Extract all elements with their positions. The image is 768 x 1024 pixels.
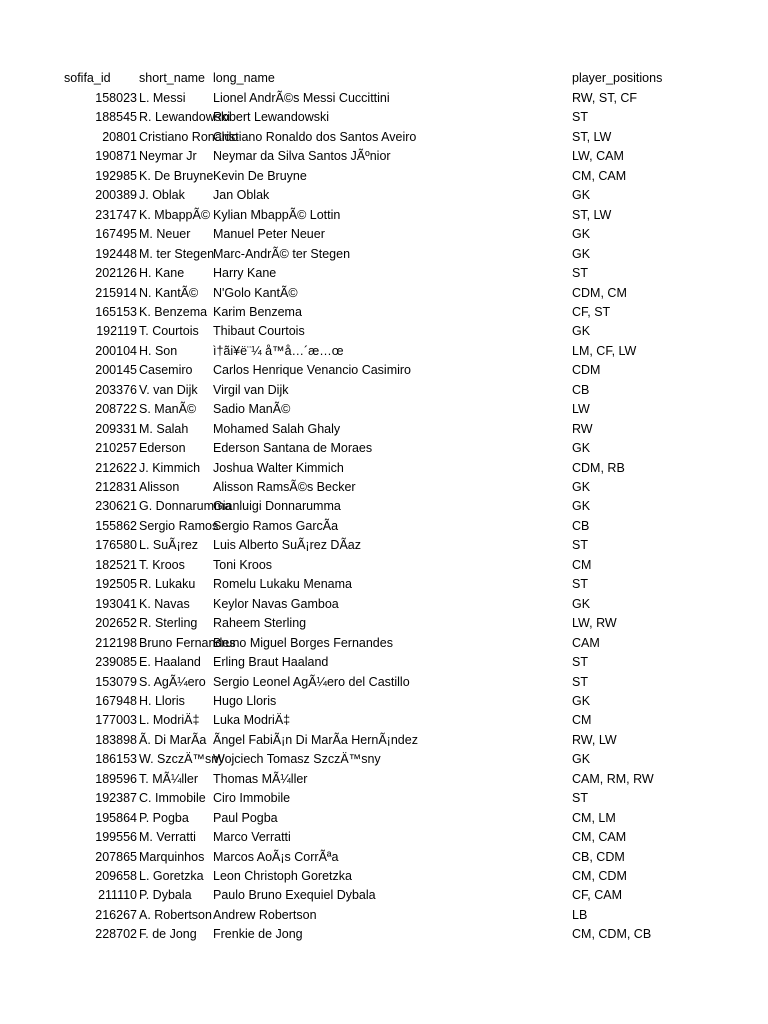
cell-long-name: Cristiano Ronaldo dos Santos Aveiro [213, 129, 417, 144]
cell-player-positions: ST [572, 655, 588, 670]
cell-sofifa-id: 210257 [95, 441, 137, 456]
cell-short-name: M. Salah [139, 421, 189, 436]
cell-long-name: Hugo Lloris [213, 693, 277, 708]
cell-sofifa-id: 177003 [95, 713, 137, 728]
cell-sofifa-id: 188545 [95, 110, 137, 125]
cell-player-positions: GK [572, 499, 591, 514]
cell-player-positions: CAM [572, 635, 600, 650]
cell-sofifa-id: 200145 [95, 363, 137, 378]
cell-long-name: Lionel AndrÃ©s Messi Cuccittini [213, 91, 390, 105]
cell-short-name: T. Courtois [139, 324, 199, 339]
cell-player-positions: GK [572, 246, 591, 261]
header-row [0, 69, 768, 88]
cell-long-name: Mohamed Salah Ghaly [213, 421, 341, 436]
cell-sofifa-id: 231747 [95, 207, 137, 222]
cell-sofifa-id: 216267 [95, 907, 137, 922]
cell-short-name: F. de Jong [139, 927, 197, 942]
cell-short-name: K. Benzema [139, 304, 208, 319]
cell-short-name: Casemiro [139, 363, 193, 378]
cell-short-name: J. Kimmich [139, 460, 201, 475]
cell-player-positions: ST [572, 791, 588, 806]
cell-sofifa-id: 158023 [95, 91, 137, 105]
cell-long-name: ì†ãi¥ë¨¼ å™å…´æ…œ [213, 343, 344, 358]
table-row [0, 225, 768, 244]
cell-player-positions: ST [572, 266, 588, 281]
table-row [0, 264, 768, 283]
cell-player-positions: RW, ST, CF [572, 91, 638, 105]
cell-long-name: Leon Christoph Goretzka [213, 869, 352, 883]
cell-long-name: Neymar da Silva Santos JÃºnior [213, 149, 391, 164]
cell-player-positions: CM, CAM [572, 168, 627, 183]
cell-long-name: Paulo Bruno Exequiel Dybala [213, 888, 376, 903]
table-row [0, 556, 768, 575]
cell-short-name: T. MÃ¼ller [139, 771, 199, 786]
cell-player-positions: CB [572, 382, 590, 397]
cell-sofifa-id: 195864 [95, 810, 137, 825]
cell-short-name: Neymar Jr [139, 149, 197, 164]
cell-long-name: Jan Oblak [213, 188, 270, 203]
table-row [0, 906, 768, 925]
cell-long-name: Keylor Navas Gamboa [213, 596, 339, 611]
cell-long-name: Gianluigi Donnarumma [213, 499, 341, 514]
table-row [0, 536, 768, 555]
cell-short-name: M. ter Stegen [139, 246, 215, 261]
cell-long-name: Manuel Peter Neuer [213, 227, 325, 242]
cell-long-name: Luis Alberto SuÃ¡rez DÃaz [213, 538, 361, 553]
cell-short-name: J. Oblak [139, 188, 185, 203]
cell-long-name: Thomas MÃ¼ller [213, 771, 308, 786]
table-row [0, 147, 768, 166]
cell-short-name: L. Goretzka [139, 869, 204, 883]
table-row [0, 848, 768, 867]
cell-short-name: K. De Bruyne [139, 168, 214, 183]
cell-long-name: Thibaut Courtois [213, 324, 305, 339]
cell-sofifa-id: 239085 [95, 655, 137, 670]
cell-sofifa-id: 199556 [95, 830, 137, 845]
cell-sofifa-id: 211110 [98, 888, 137, 903]
cell-player-positions: CF, CAM [572, 888, 622, 903]
cell-long-name: Ciro Immobile [213, 791, 291, 806]
cell-short-name: V. van Dijk [139, 382, 198, 397]
cell-long-name: Kylian MbappÃ© Lottin [213, 207, 341, 222]
cell-sofifa-id: 202126 [95, 266, 137, 281]
cell-long-name: Toni Kroos [213, 557, 273, 572]
table-row [0, 478, 768, 497]
cell-long-name: Alisson RamsÃ©s Becker [213, 480, 356, 494]
cell-player-positions: LW [572, 402, 590, 417]
cell-player-positions: ST [572, 110, 588, 125]
cell-short-name: H. Lloris [139, 693, 185, 708]
cell-sofifa-id: 215914 [95, 285, 137, 300]
cell-short-name: H. Son [139, 343, 178, 358]
cell-short-name: Bruno Fernandes [139, 635, 236, 650]
cell-long-name: Sergio Leonel AgÃ¼ero del Castillo [213, 674, 410, 689]
cell-long-name: Carlos Henrique Venancio Casimiro [213, 363, 412, 378]
cell-player-positions: CB, CDM [572, 849, 625, 864]
cell-short-name: W. SzczÄ™sny [139, 752, 225, 767]
cell-long-name: Ederson Santana de Moraes [213, 441, 373, 456]
table-row [0, 303, 768, 322]
cell-sofifa-id: 182521 [95, 557, 137, 572]
table-row [0, 167, 768, 186]
cell-player-positions: GK [572, 188, 591, 203]
cell-player-positions: CAM, RM, RW [572, 771, 654, 786]
cell-short-name: A. Robertson [139, 907, 212, 922]
cell-long-name: Virgil van Dijk [213, 382, 289, 397]
cell-player-positions: LM, CF, LW [572, 343, 637, 358]
cell-player-positions: CM, LM [572, 810, 616, 825]
cell-player-positions: CM, CDM [572, 869, 627, 883]
table-row [0, 711, 768, 730]
cell-player-positions: ST, LW [572, 207, 612, 222]
cell-sofifa-id: 192387 [95, 791, 137, 806]
cell-sofifa-id: 20801 [102, 129, 137, 144]
cell-sofifa-id: 203376 [95, 382, 137, 397]
table-row [0, 692, 768, 711]
cell-player-positions: ST [572, 674, 588, 689]
cell-sofifa-id: 208722 [95, 402, 137, 417]
table-row [0, 381, 768, 400]
cell-player-positions: ST [572, 577, 588, 592]
cell-player-positions: LB [572, 907, 588, 922]
cell-short-name: Sergio Ramos [139, 518, 219, 533]
table-row [0, 517, 768, 536]
cell-short-name: P. Dybala [139, 888, 192, 903]
table-row [0, 342, 768, 361]
cell-long-name: Ãngel FabiÃ¡n Di MarÃa HernÃ¡ndez [213, 732, 418, 747]
table-row [0, 750, 768, 769]
cell-long-name: Marcos AoÃ¡s CorrÃªa [213, 849, 339, 864]
cell-sofifa-id: 153079 [95, 674, 137, 689]
cell-player-positions: GK [572, 480, 591, 494]
cell-sofifa-id: 155862 [95, 518, 137, 533]
cell-sofifa-id: 207865 [95, 849, 137, 864]
cell-short-name: Ederson [139, 441, 186, 456]
cell-short-name: L. ModriÄ‡ [139, 713, 200, 728]
table-row [0, 439, 768, 458]
cell-short-name: Ã. Di MarÃa [139, 732, 207, 747]
cell-player-positions: LW, CAM [572, 149, 624, 164]
cell-long-name: Bruno Miguel Borges Fernandes [213, 635, 393, 650]
cell-short-name: C. Immobile [139, 791, 206, 806]
table-row [0, 322, 768, 341]
table-row [0, 206, 768, 225]
cell-player-positions: RW, LW [572, 732, 617, 747]
table-row [0, 400, 768, 419]
table-row [0, 459, 768, 478]
cell-player-positions: CM [572, 557, 592, 572]
cell-player-positions: CB [572, 518, 590, 533]
cell-sofifa-id: 212831 [95, 480, 137, 494]
cell-sofifa-id: 167948 [95, 693, 137, 708]
cell-player-positions: ST [572, 538, 588, 553]
cell-player-positions: LW, RW [572, 616, 617, 631]
cell-sofifa-id: 192119 [96, 324, 137, 339]
table-row [0, 186, 768, 205]
cell-short-name: K. Navas [139, 596, 190, 611]
cell-player-positions: CM, CAM [572, 830, 627, 845]
table-row [0, 886, 768, 905]
cell-sofifa-id: 167495 [95, 227, 137, 242]
cell-short-name: K. MbappÃ© [139, 207, 211, 222]
cell-short-name: E. Haaland [139, 655, 201, 670]
table-row [0, 614, 768, 633]
cell-long-name: Wojciech Tomasz SzczÄ™sny [213, 752, 381, 767]
cell-sofifa-id: 200104 [95, 343, 137, 358]
cell-short-name: T. Kroos [139, 557, 185, 572]
cell-long-name: Sergio Ramos GarcÃa [213, 518, 339, 533]
table-row [0, 653, 768, 672]
cell-player-positions: ST, LW [572, 129, 612, 144]
cell-short-name: L. Messi [139, 91, 186, 105]
table-row [0, 595, 768, 614]
table-row [0, 89, 768, 108]
cell-short-name: Marquinhos [139, 849, 205, 864]
cell-short-name: H. Kane [139, 266, 185, 281]
cell-short-name: N. KantÃ© [139, 285, 199, 300]
cell-long-name: Sadio ManÃ© [213, 402, 291, 417]
cell-sofifa-id: 202652 [95, 616, 137, 631]
cell-sofifa-id: 192505 [95, 577, 137, 592]
table-row [0, 108, 768, 127]
header-player-positions: player_positions [572, 71, 663, 85]
cell-short-name: R. Lukaku [139, 577, 196, 592]
cell-player-positions: GK [572, 596, 591, 611]
cell-long-name: Kevin De Bruyne [213, 168, 307, 183]
table-row [0, 575, 768, 594]
cell-sofifa-id: 209331 [95, 421, 137, 436]
cell-short-name: M. Verratti [139, 830, 196, 845]
cell-player-positions: CM, CDM, CB [572, 927, 652, 942]
table-row [0, 770, 768, 789]
table-row [0, 809, 768, 828]
cell-short-name: Cristiano Ronaldo [139, 129, 239, 144]
cell-short-name: G. Donnarumma [139, 499, 232, 514]
cell-sofifa-id: 230621 [95, 499, 137, 514]
cell-player-positions: GK [572, 693, 591, 708]
cell-short-name: S. ManÃ© [139, 402, 197, 417]
cell-long-name: Marco Verratti [213, 830, 291, 845]
table-row [0, 925, 768, 944]
cell-player-positions: GK [572, 227, 591, 242]
table-row [0, 789, 768, 808]
cell-short-name: R. Sterling [139, 616, 198, 631]
table-row [0, 420, 768, 439]
cell-sofifa-id: 183898 [95, 732, 137, 747]
cell-sofifa-id: 190871 [95, 149, 137, 164]
cell-long-name: Raheem Sterling [213, 616, 307, 631]
cell-long-name: Harry Kane [213, 266, 277, 281]
cell-player-positions: RW [572, 421, 593, 436]
cell-long-name: N'Golo KantÃ© [213, 285, 298, 300]
table-row [0, 284, 768, 303]
cell-sofifa-id: 212198 [95, 635, 137, 650]
cell-short-name: L. SuÃ¡rez [139, 538, 199, 553]
cell-sofifa-id: 212622 [95, 460, 137, 475]
cell-long-name: Robert Lewandowski [213, 110, 330, 125]
cell-player-positions: CDM [572, 363, 601, 378]
cell-sofifa-id: 176580 [95, 538, 137, 553]
cell-short-name: P. Pogba [139, 810, 189, 825]
cell-sofifa-id: 165153 [95, 304, 137, 319]
table-row [0, 497, 768, 516]
cell-player-positions: CDM, RB [572, 460, 625, 475]
cell-long-name: Erling Braut Haaland [213, 655, 329, 670]
cell-sofifa-id: 189596 [95, 771, 137, 786]
table-row [0, 634, 768, 653]
table-row [0, 867, 768, 886]
cell-long-name: Joshua Walter Kimmich [213, 460, 344, 475]
cell-long-name: Romelu Lukaku Menama [213, 577, 352, 592]
cell-player-positions: GK [572, 752, 591, 767]
cell-long-name: Luka ModriÄ‡ [213, 713, 291, 728]
cell-player-positions: GK [572, 441, 591, 456]
table-row [0, 128, 768, 147]
cell-player-positions: CM [572, 713, 592, 728]
cell-short-name: S. AgÃ¼ero [139, 674, 206, 689]
cell-long-name: Paul Pogba [213, 810, 278, 825]
cell-sofifa-id: 192448 [95, 246, 137, 261]
header-sofifa-id: sofifa_id [64, 71, 111, 85]
table-row [0, 731, 768, 750]
cell-short-name: R. Lewandowski [139, 110, 231, 125]
cell-long-name: Karim Benzema [213, 304, 302, 319]
header-long-name: long_name [213, 71, 275, 85]
cell-long-name: Frenkie de Jong [213, 927, 303, 942]
cell-long-name: Andrew Robertson [213, 907, 317, 922]
table-row [0, 245, 768, 264]
table-row [0, 673, 768, 692]
cell-sofifa-id: 192985 [95, 168, 137, 183]
table-row [0, 361, 768, 380]
cell-player-positions: GK [572, 324, 591, 339]
cell-player-positions: CDM, CM [572, 285, 627, 300]
cell-sofifa-id: 200389 [95, 188, 137, 203]
cell-sofifa-id: 186153 [95, 752, 137, 767]
header-short-name: short_name [139, 71, 206, 85]
cell-short-name: Alisson [139, 480, 180, 494]
cell-sofifa-id: 209658 [95, 869, 137, 883]
cell-short-name: M. Neuer [139, 227, 191, 242]
table-row [0, 828, 768, 847]
cell-sofifa-id: 228702 [95, 927, 137, 942]
cell-player-positions: CF, ST [572, 304, 611, 319]
cell-long-name: Marc-AndrÃ© ter Stegen [213, 246, 351, 261]
cell-sofifa-id: 193041 [95, 596, 137, 611]
